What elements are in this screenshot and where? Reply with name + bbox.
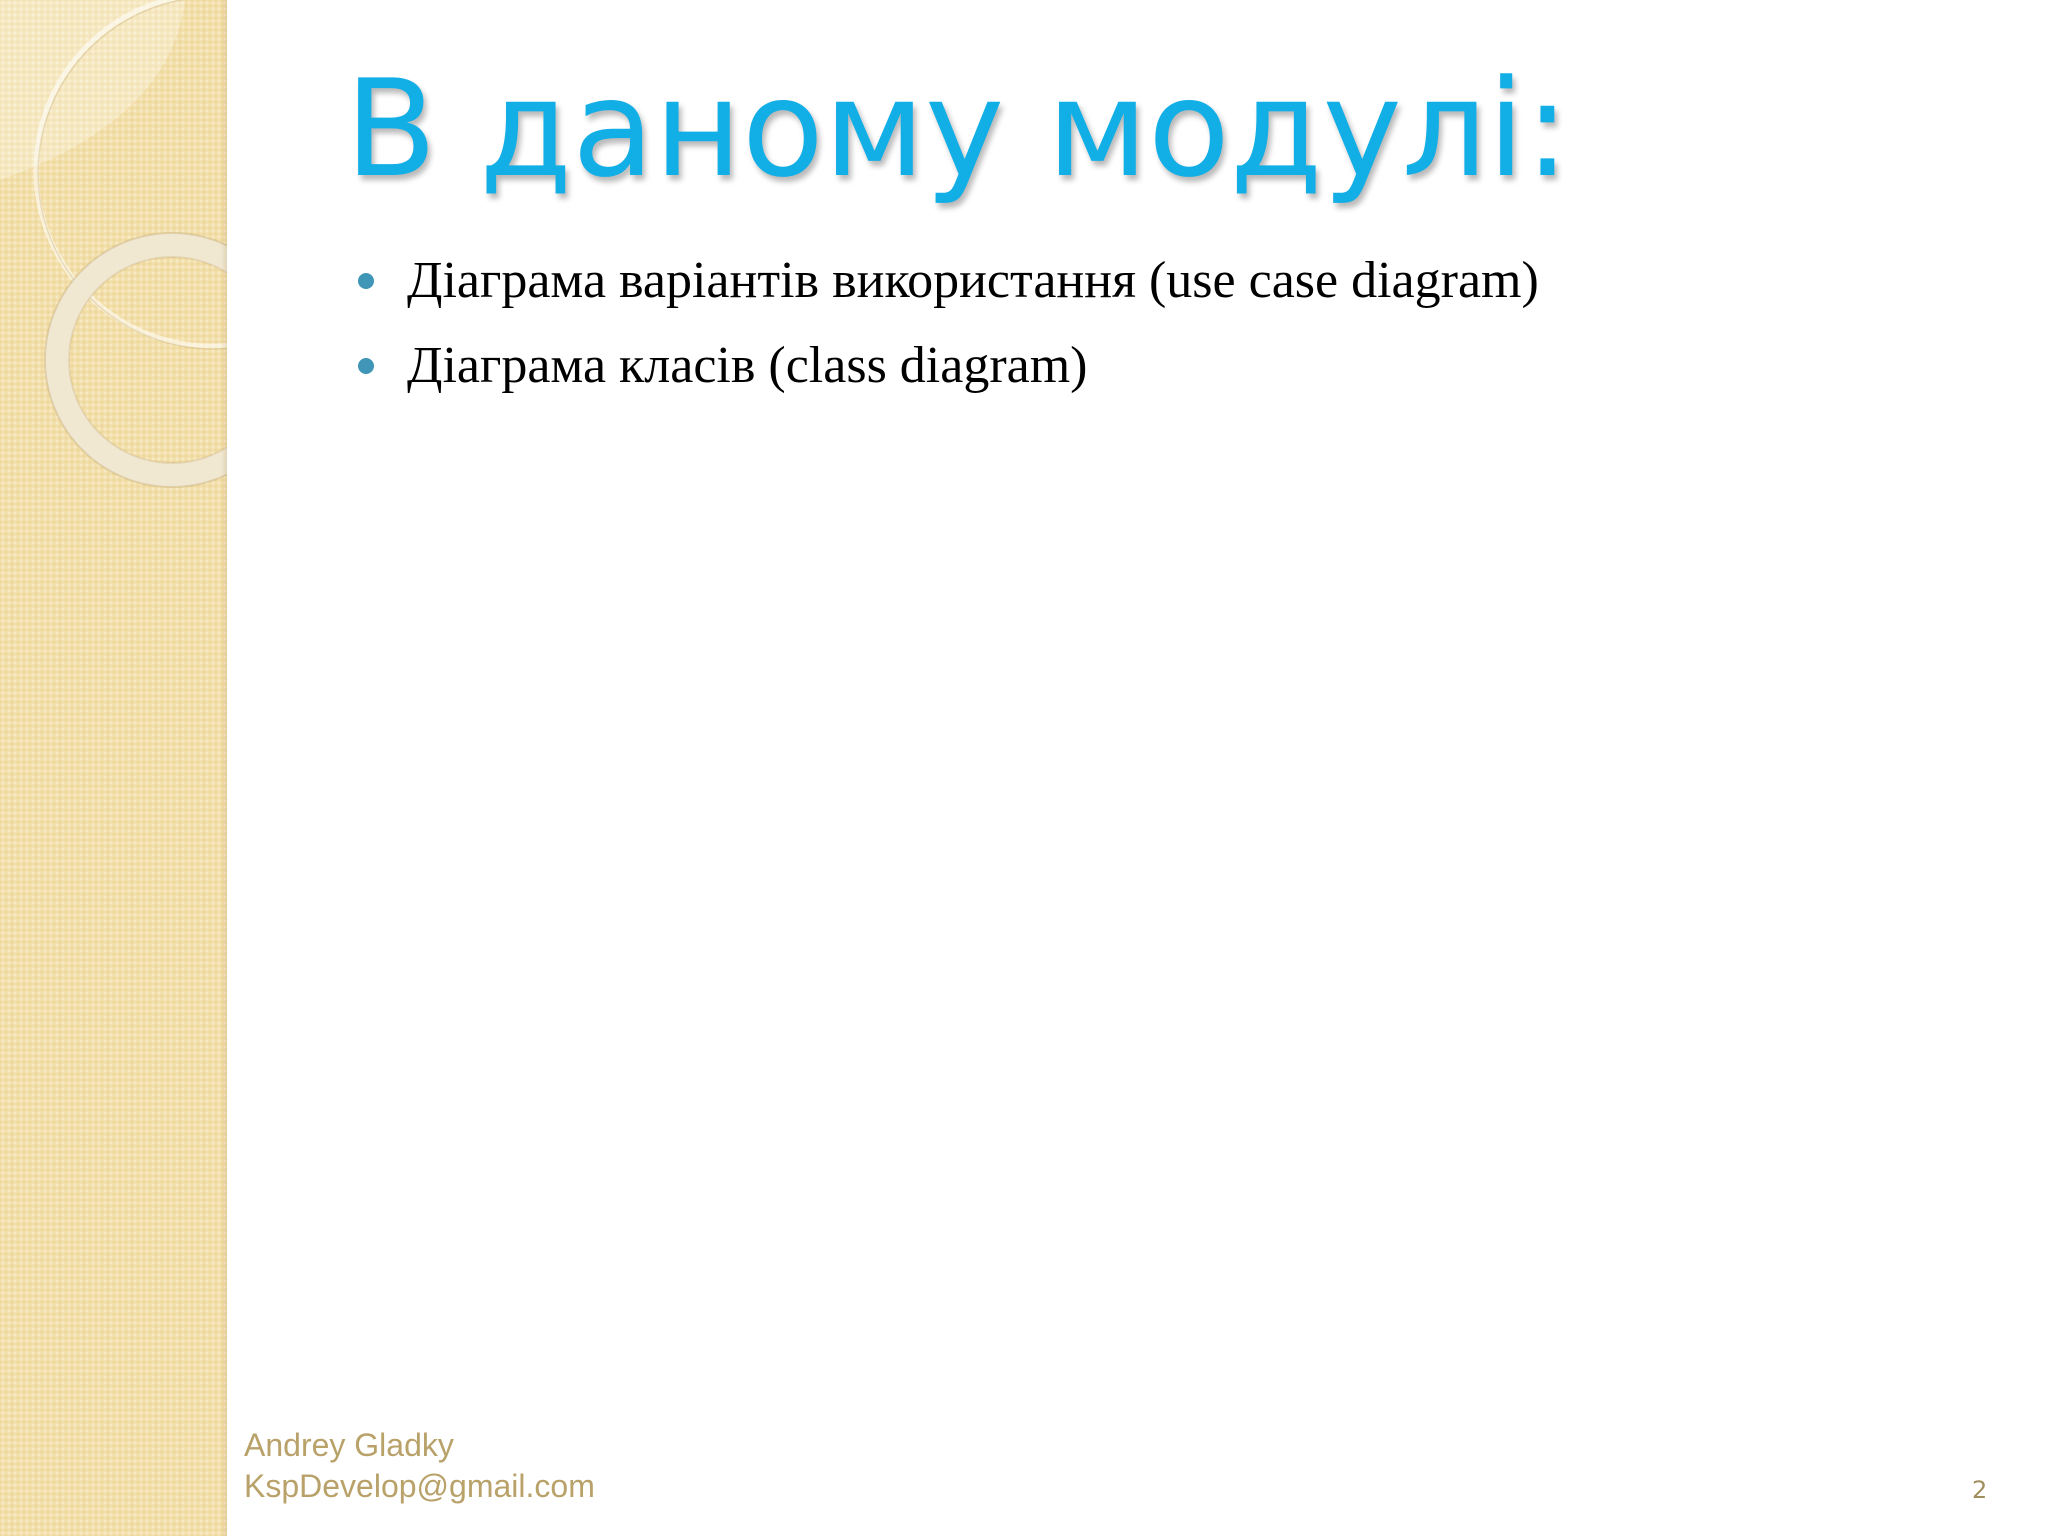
footer-author-name: Andrey Gladky [244,1427,454,1463]
bullet-text: Діаграма варіантів використання (use case diagram) [407,252,1539,309]
list-item [358,323,1539,408]
ring-decoration [0,0,227,520]
bullet-dot-icon [358,358,374,374]
list-item [358,238,1539,323]
slide-title: В даному модулі: [345,51,1570,207]
bullet-text: Діаграма класів (class diagram) [407,337,1088,394]
bullet-dot-icon [358,273,374,289]
footer [244,1425,595,1507]
bullet-list [358,238,1539,408]
page-number: 2 [1972,1476,1988,1504]
footer-email: KspDevelop@gmail.com [244,1468,595,1504]
side-panel [0,0,227,1536]
